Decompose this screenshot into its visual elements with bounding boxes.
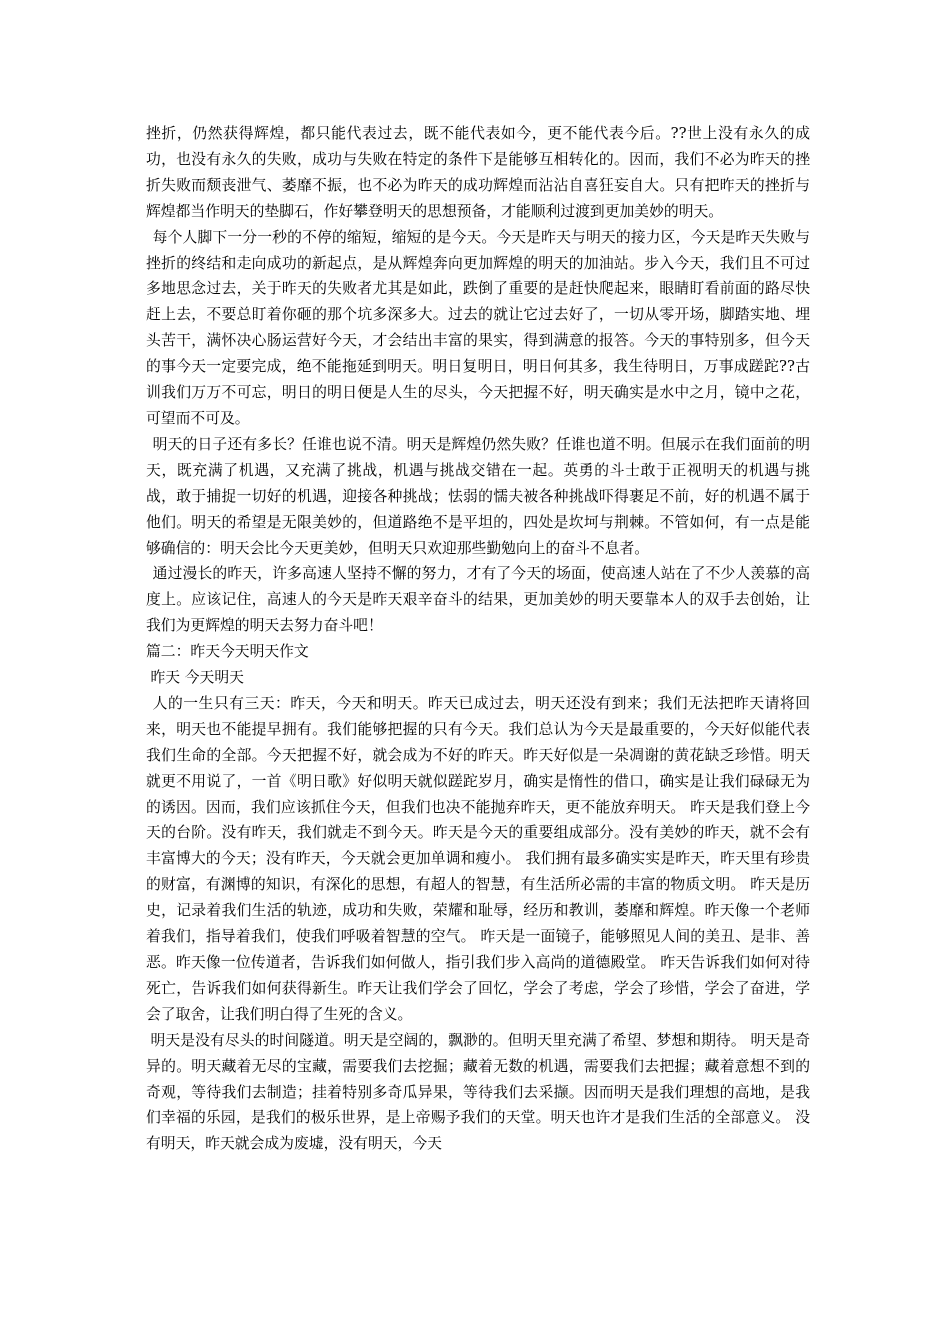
paragraph-2: 每个人脚下一分一秒的不停的缩短，缩短的是今天。今天是昨天与明天的接力区，今天是昨天失败与挫折的终结和走向成功的新起点，是从辉煌奔向更加辉煌的明天的加油站。步入今天，我们且不可过多地思念过去，关于昨天的失败者尤其是如此，跌倒了重要的是赶快爬起来，眼睛盯看前面的路尽快赶上去，不要总盯着你砸的那个坑多深多大。过去的就让它过去好了，一切从零开场，脚踏实地、埋头苦干，满怀决心肠运营好今天，才会结出丰富的果实，得到满意的报答。今天的事特别多，但今天的事今天一定要完成，绝不能拖延到明天。明日复明日，明日何其多，我生待明日，万事成蹉跎??古训我们万万不可忘，明日的明日便是人生的尽头，今天把握不好，明天确实是水中之月，镜中之花，可望而不可及。 (146, 228, 810, 427)
section-heading: 篇二：昨天今天明天作文 (146, 643, 309, 661)
document-page (146, 121, 810, 1157)
section-subheading: 昨天 今天明天 (150, 669, 244, 687)
section-paragraph-2: 明天是没有尽头的时间隧道。明天是空阔的，飘渺的。但明天里充满了希望、梦想和期待。 明天是奇异的。明天藏着无尽的宝藏，需要我们去挖掘；藏着无数的机遇，需要我们去把握；藏着意想不到的奇观，等待我们去制造；挂着特别多奇瓜异果，等待我们去采撷。因而明天是我们理想的高地，是我们幸福的乐园，是我们的极乐世界，是上帝赐予我们的天堂。明天也许才是我们生活的全部意义。 没有明天，昨天就会成为废墟，没有明天，今天 (146, 1031, 810, 1153)
section-paragraph-1: 人的一生只有三天：昨天，今天和明天。昨天已成过去，明天还没有到来；我们无法把昨天请将回来，明天也不能提早拥有。我们能够把握的只有今天。我们总认为今天是最重要的，今天好似能代表我们生命的全部。今天把握不好，就会成为不好的昨天。昨天好似是一朵凋谢的黄花缺乏珍惜。明天就更不用说了，一首《明日歌》好似明天就似蹉跎岁月，确实是惰性的借口，确实是让我们碌碌无为的诱因。因而，我们应该抓住今天，但我们也决不能抛弃昨天，更不能放弃明天。 昨天是我们登上今天的台阶。没有昨天，我们就走不到今天。昨天是今天的重要组成部分。没有美妙的昨天，就不会有丰富博大的今天；没有昨天，今天就会更加单调和瘦小。 我们拥有最多确实实是昨天，昨天里有珍贵的财富，有渊博的知识，有深化的思想，有超人的智慧，有生活所必需的丰富的物质文明。 昨天是历史，记录着我们生活的轨迹，成功和失败，荣耀和耻辱，经历和教训，萎靡和辉煌。昨天像一个老师着我们，指导着我们，使我们呼吸着智慧的空气。 昨天是一面镜子，能够照见人间的美丑、是非、善恶。昨天像一位传道者，告诉我们如何做人，指引我们步入高尚的道德殿堂。 昨天告诉我们如何对待死亡，告诉我们如何获得新生。昨天让我们学会了回忆，学会了考虑，学会了珍惜，学会了奋进，学会了取舍，让我们明白得了生死的含义。 (146, 694, 810, 1023)
paragraph-4: 通过漫长的昨天，许多高速人坚持不懈的努力，才有了今天的场面，使高速人站在了不少人羡慕的高度上。应该记住，高速人的今天是昨天艰辛奋斗的结果，更加美妙的明天要靠本人的双手去创始，让我们为更辉煌的明天去努力奋斗吧！ (146, 565, 810, 635)
paragraph-1: 挫折，仍然获得辉煌，都只能代表过去，既不能代表如今，更不能代表今后。??世上没有永久的成功，也没有永久的失败，成功与失败在特定的条件下是能够互相转化的。因而，我们不必为昨天的挫折失败而颓丧泄气、萎靡不振，也不必为昨天的成功辉煌而沾沾自喜狂妄自大。只有把昨天的挫折与辉煌都当作明天的垫脚石，作好攀登明天的思想预备，才能顺利过渡到更加美妙的明天。 (146, 125, 810, 220)
paragraph-3: 明天的日子还有多长？任谁也说不清。明天是辉煌仍然失败？任谁也道不明。但展示在我们面前的明天，既充满了机遇，又充满了挑战，机遇与挑战交错在一起。英勇的斗士敢于正视明天的机遇与挑战，敢于捕捉一切好的机遇，迎接各种挑战；怯弱的懦夫被各种挑战吓得裹足不前，好的机遇不属于他们。明天的希望是无限美妙的，但道路绝不是平坦的，四处是坎坷与荆棘。不管如何，有一点是能够确信的：明天会比今天更美妙，但明天只欢迎那些勤勉向上的奋斗不息者。 (146, 435, 810, 557)
